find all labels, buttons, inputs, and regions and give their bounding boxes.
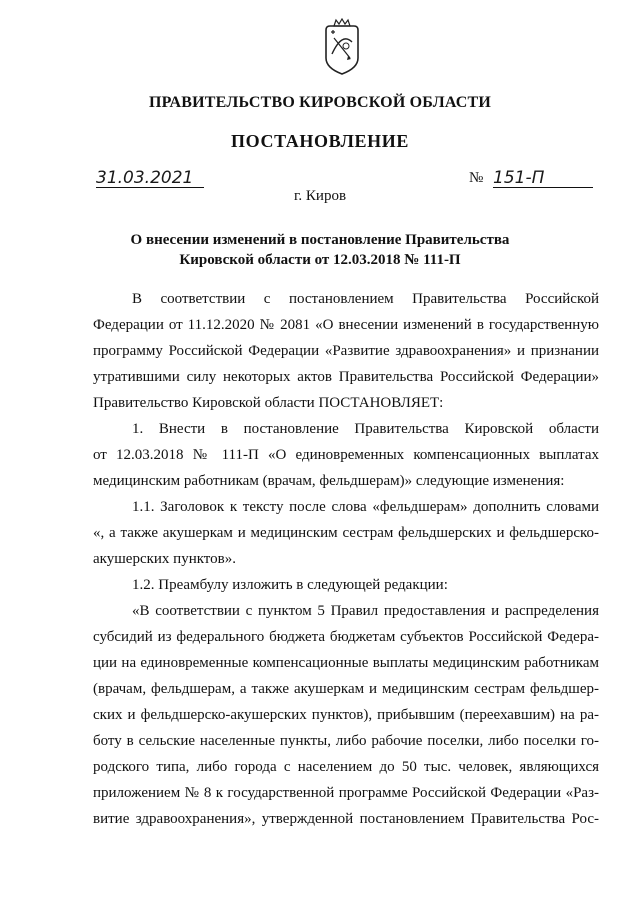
document-title bbox=[100, 230, 540, 270]
body-line: программу Российской Федерации «Развитие здравоохранения» и признании bbox=[93, 343, 599, 359]
body-line: ских и фельдшерско-акушерских пунктов), прибывшим (переехавшим) на ра- bbox=[93, 707, 599, 723]
body-line: (врачам, фельдшерам, а также акушеркам и медицинским сестрам фельдшер- bbox=[93, 681, 599, 697]
city: г. Киров bbox=[293, 188, 347, 204]
number-label: № bbox=[469, 170, 484, 186]
body-line: родского типа, либо города с населением до 50 тыс. человек, являющихся bbox=[93, 759, 599, 775]
body-line: Правительство Кировской области ПОСТАНОВЛЯЕТ: bbox=[93, 395, 444, 411]
body-line: ции на единовременные компенсационные выплаты медицинским работникам bbox=[93, 655, 599, 671]
body-line: приложением № 8 к государственной программе Российской Федерации «Раз- bbox=[93, 785, 599, 801]
organization-name: ПРАВИТЕЛЬСТВО КИРОВСКОЙ ОБЛАСТИ bbox=[148, 94, 492, 111]
body-line: 1.2. Преамбулу изложить в следующей редакции: bbox=[132, 577, 448, 593]
title-line: Кировской области от 12.03.2018 № 111-П bbox=[179, 252, 461, 268]
body-line: медицинским работникам (врачам, фельдшерам)» следующие изменения: bbox=[93, 473, 565, 489]
body-line: витие здравоохранения», утвержденной постановлением Правительства Рос- bbox=[93, 811, 599, 827]
body-line: «В соответствии с пунктом 5 Правил предоставления и распределения bbox=[132, 603, 599, 619]
body-line: боту в сельские населенные пункты, либо рабочие поселки, либо поселки го- bbox=[93, 733, 599, 749]
body-line: акушерских пунктов». bbox=[93, 551, 236, 567]
body-line: Федерации от 11.12.2020 № 2081 «О внесении изменений в государственную bbox=[93, 317, 599, 333]
body-line: от 12.03.2018 № 111-П «О единовременных компенсационных выплатах bbox=[93, 447, 599, 463]
document-number: 151-П bbox=[493, 169, 593, 188]
coat-of-arms-icon bbox=[322, 18, 362, 76]
body-line: субсидий из федерального бюджета бюджетам субъектов Российской Федера- bbox=[93, 629, 599, 645]
body-line: утратившими силу некоторых актов Правительства Российской Федерации» bbox=[93, 369, 599, 385]
document-type: ПОСТАНОВЛЕНИЕ bbox=[231, 131, 409, 151]
body-line: 1.1. Заголовок к тексту после слова «фельдшерам» дополнить словами bbox=[132, 499, 599, 515]
body-line: «, а также акушеркам и медицинским сестрам фельдшерских и фельдшерско- bbox=[93, 525, 599, 541]
body-line: В соответствии с постановлением Правительства Российской bbox=[132, 291, 599, 307]
title-line: О внесении изменений в постановление Правительства bbox=[130, 232, 510, 248]
body-line: 1. Внести в постановление Правительства Кировской области bbox=[132, 421, 599, 437]
document-date: 31.03.2021 bbox=[96, 169, 204, 188]
